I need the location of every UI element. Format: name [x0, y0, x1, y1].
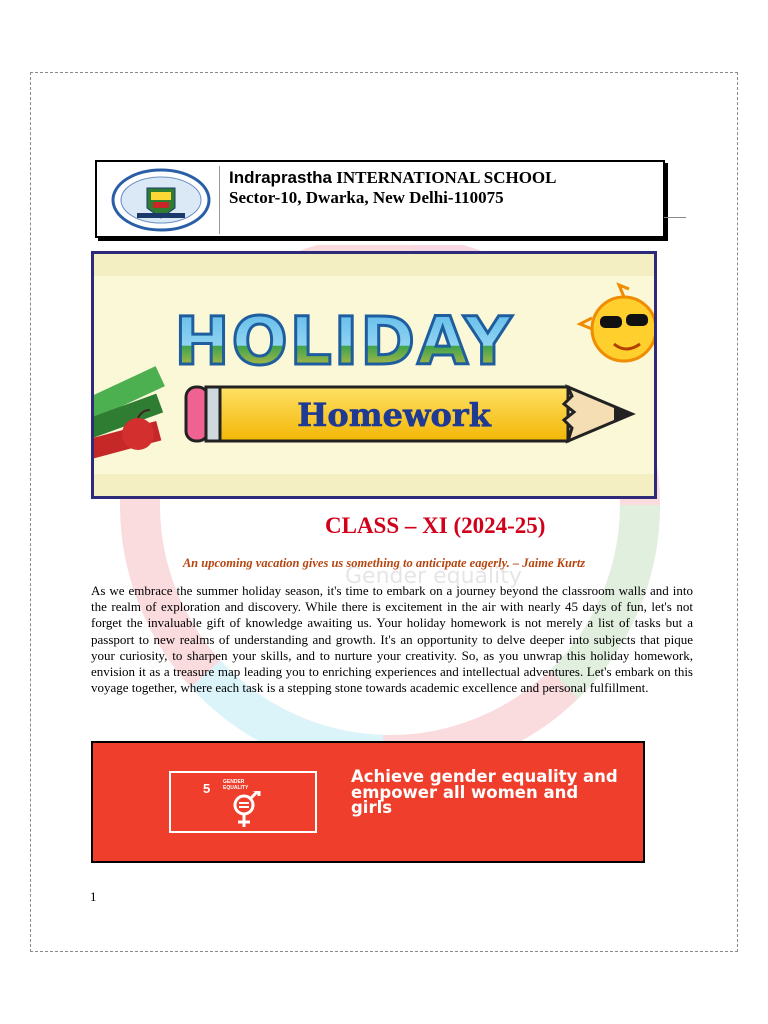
banner-title-homework: Homework — [297, 396, 491, 434]
page-number: 1 — [90, 889, 97, 904]
class-title: CLASS – XI (2024-25) — [325, 513, 546, 538]
school-header — [95, 160, 665, 238]
school-name-rest: INTERNATIONAL SCHOOL — [331, 168, 557, 187]
gender-equality-icon — [229, 791, 263, 831]
school-crest-icon — [107, 166, 219, 234]
school-logo — [107, 166, 220, 234]
school-name-brand: Indraprastha — [229, 168, 332, 187]
holiday-homework-banner — [91, 251, 657, 499]
sdg-goal-tile — [169, 771, 317, 833]
goal-number: 5 — [203, 781, 211, 796]
sdg-goal-banner — [91, 741, 645, 863]
watermark-label: Gender equality — [345, 564, 522, 589]
goal-tag: GENDER EQUALITY — [223, 779, 249, 791]
school-address: Sector-10, Dwarka, New Delhi-110075 — [229, 188, 504, 207]
vacation-quote: An upcoming vacation gives us something to anticipate eagerly. – Jaime Kurtz — [182, 556, 586, 570]
goal-headline: Achieve gender equality and empower all women and girls — [351, 767, 618, 817]
header-divider — [664, 217, 686, 218]
banner-title-holiday: HOLIDAY — [174, 303, 514, 380]
pencil-icon — [186, 387, 632, 441]
school-name — [229, 168, 557, 188]
banner-art — [94, 254, 654, 496]
intro-paragraph: As we embrace the summer holiday season, it's time to embark on a journey beyond the classroom walls and into the realm of exploration and discovery. While there is excitement in the air with nearly 45 days of fun, let's not forget the invaluable gift of knowledge awaiting us. Your holiday homework is not merely a list of tasks but a passport to new realms of understanding and growth. It's an opportunity to delve deeper into subjects that pique your curiosity, to sharpen your skills, and to nurture your creativity. So, as you unwrap this holiday homework, envision it as a treasure map leading you to enriching experiences and intellectual adventures. Let's embark on this voyage together, where each task is a stepping stone towards academic excellence and personal fulfillment. — [91, 583, 693, 696]
